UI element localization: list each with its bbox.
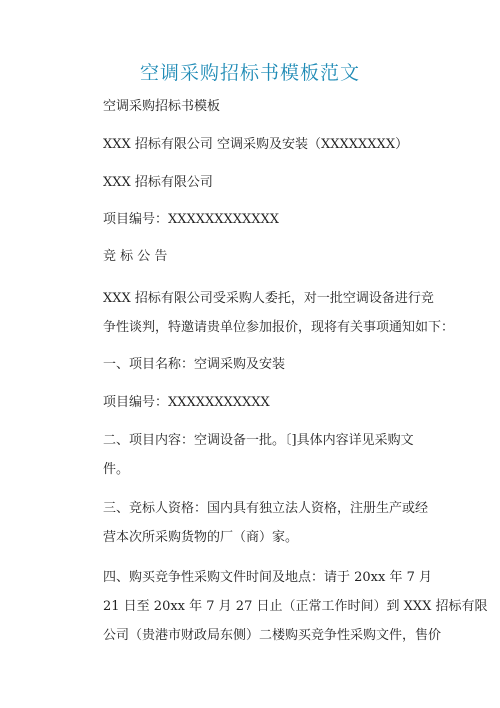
paragraph-line: 公司（贵港市财政局东侧）二楼购买竞争性采购文件，售价 — [103, 628, 442, 643]
paragraph-project-content — [103, 426, 415, 484]
paragraph-line: XXX 招标有限公司 空调采购及安装（XXXXXXXX） — [103, 137, 409, 152]
paragraph-line: 一、项目名称：空调采购及安装 — [103, 357, 286, 372]
paragraph-line: 四、购买竞争性采购文件时间及地点：请于 20xx 年 7 月 — [103, 570, 433, 585]
paragraph-line: 三、竞标人资格：国内具有独立法人资格，注册生产或经 — [103, 501, 429, 516]
paragraph-project-number — [103, 205, 415, 234]
paragraph-line: XXX 招标有限公司受采购人委托，对一批空调设备进行竞 — [103, 291, 434, 306]
paragraph-line: 空调采购招标书模板 — [103, 99, 221, 114]
document-title: 空调采购招标书模板范文 — [139, 62, 360, 84]
paragraph-intro — [103, 284, 455, 342]
paragraph-subtitle — [103, 92, 415, 121]
paragraph-line: 营本次所采购货物的厂（商）家。 — [103, 530, 299, 545]
paragraph-line: 争性谈判，特邀请贵单位参加报价，现将有关事项通知如下： — [103, 320, 455, 335]
paragraph-purchase-time — [103, 563, 488, 650]
paragraph-project-name — [103, 350, 415, 379]
paragraph-project-number-2 — [103, 388, 415, 417]
paragraph-line: 竞 标 公 告 — [103, 249, 168, 264]
paragraph-line: 项目编号：XXXXXXXXXXXX — [103, 212, 280, 227]
paragraph-line: 项目编号：XXXXXXXXXXX — [103, 395, 270, 410]
paragraph-line: 21 日至 20xx 年 7 月 27 日止（正常工作时间）到 XXX 招标有限 — [103, 599, 488, 614]
paragraph-line: 件。 — [103, 462, 130, 477]
paragraph-line: 二、项目内容：空调设备一批。〔]具体内容详见采购文 — [103, 433, 414, 448]
paragraph-company — [103, 168, 415, 197]
paragraph-company-project — [103, 130, 415, 159]
paragraph-line: XXX 招标有限公司 — [103, 175, 213, 190]
paragraph-notice-heading — [103, 242, 415, 271]
paragraph-qualification — [103, 494, 429, 552]
